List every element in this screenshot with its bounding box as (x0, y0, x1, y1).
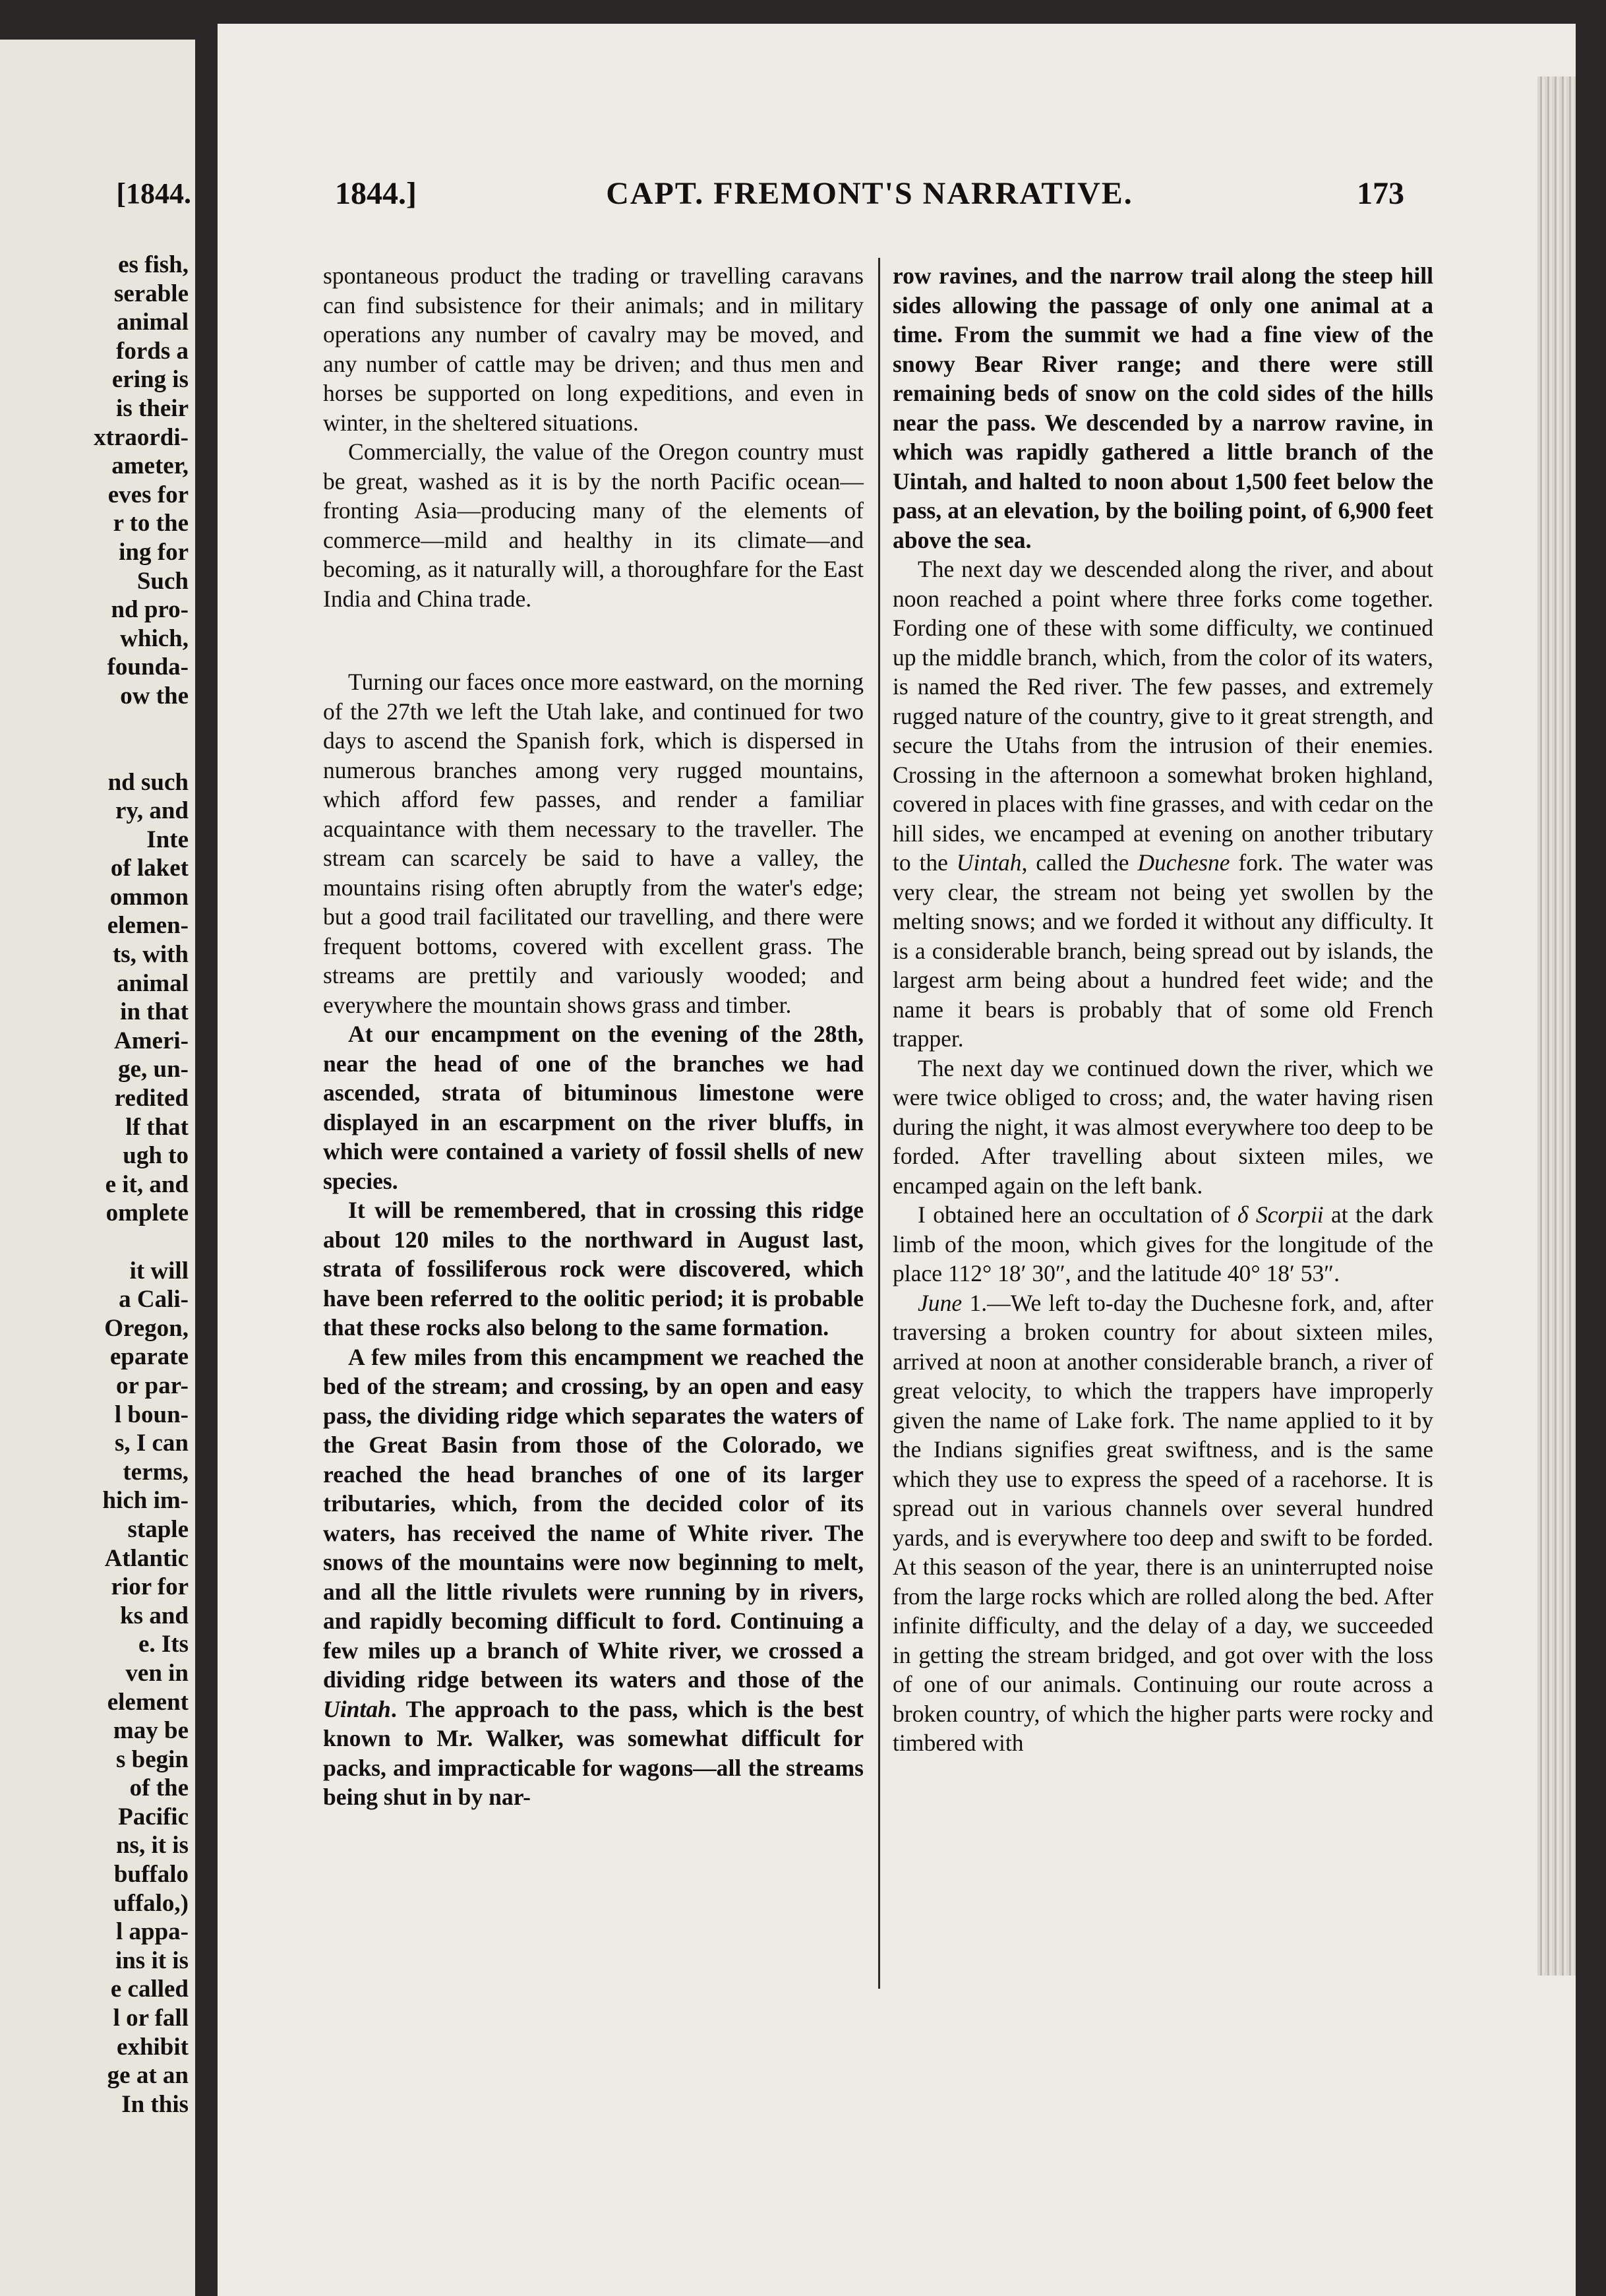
running-head (335, 175, 1404, 222)
paragraph (893, 1288, 1433, 1758)
facing-page-line: serable (113, 280, 189, 307)
text-run: . The approach to the pass, which is the best known to Mr. Walker, was somewhat difficult for packs, and impracticable for wagons—all the streams being shut in by nar- (323, 1695, 864, 1810)
facing-page-line: ing for (119, 538, 189, 566)
text-column-left (323, 261, 864, 1812)
facing-page-line: hich im- (102, 1487, 189, 1515)
page-edge (1537, 76, 1576, 1976)
column-divider (878, 258, 880, 1989)
facing-page-line: Oregon, (104, 1314, 189, 1342)
facing-page-line: ameter, (111, 452, 189, 480)
paragraph (323, 1343, 864, 1812)
paragraph (893, 555, 1433, 1054)
facing-page-line: omplete (105, 1199, 189, 1227)
facing-page-line: nd pro- (111, 596, 189, 624)
facing-page-line: a Cali- (119, 1286, 189, 1314)
facing-page-line: animal (117, 969, 189, 997)
text-run: The next day we descended along the river, and about noon reached a point where three forks come together. Fording one of these with some difficulty, we continued up the middle branch, which, from the color of its waters, is named the Red river. The few passes, and extremely rugged nature of the country, give to it great strength, and secure the Utahs from the intrusion of their enemies. Crossing in the afternoon a somewhat broken highland, covered in places with fine grasses, and with cedar on the hill sides, we encamped at evening on another tributary to the (893, 556, 1433, 876)
paragraph: At our encampment on the evening of the 28th, near the head of one of the branches we had ascended, strata of bituminous limestone were displayed in an escarpment on the river bluffs, in which were contained a variety of fossil shells of new species. (323, 1021, 864, 1194)
text-run: fork. The water was very clear, the stream not being yet swollen by the melting snows; and we forded it without any difficulty. It is a considerable branch, being spread out by islands, the largest arm being about a hundred feet wide; and the name it bears is probably that of some old French trapper. (893, 849, 1433, 1052)
facing-page-line: l appa- (115, 1918, 189, 1946)
facing-page-line: of the (129, 1774, 189, 1802)
italic-run: δ Scorpii (1237, 1201, 1324, 1228)
italic-run: Duchesne (1137, 849, 1230, 876)
text-run: 1.—We left to-day the Duchesne fork, and, after traversing a broken country for about sixteen miles, arrived at noon at another considerable branch, a river of great velocity, to which the trappers have improperly given the name of Lake fork. The name applied to it by the Indians signifies great swiftness, and is the same which they use to express the speed of a racehorse. It is spread out in various channels over several hundred yards, and is everywhere too deep and swift to be forded. At this season of the year, there is an uninterrupted noise from the large rocks which are rolled along the bed. After infinite difficulty, and the delay of a day, we succeeded in getting the stream bridged, and got over with the loss of one of our animals. Continuing our route across a broken country, of which the higher parts were rocky and timbered with (893, 1289, 1433, 1756)
facing-page-line: l or fall (113, 2005, 189, 2032)
paragraph: row ravines, and the narrow trail along the steep hill sides allowing the passage of only one animal at a time. From the summit we had a fine view of the snowy Bear River range; and there were still remaining beds of snow on the cold sides of the hills near the pass. We descended by a narrow ravine, in which was rapidly gathered a little branch of the Uintah, and halted to noon about 1,500 feet below the pass, at an elevation, by the boiling point, of 6,900 feet above the sea. (893, 262, 1433, 553)
facing-page-line: nd such (107, 768, 189, 796)
facing-page-line: xtraordi- (94, 423, 189, 451)
facing-page-line: staple (127, 1515, 189, 1543)
facing-page-line: ommon (109, 883, 189, 911)
text-run: , called the (1021, 849, 1138, 876)
facing-page-line: rior for (111, 1573, 189, 1601)
facing-page-line: In this (121, 2090, 189, 2118)
facing-page-gap (0, 711, 189, 768)
facing-page-line: e. Its (138, 1631, 189, 1658)
facing-page-line: ts, with (112, 941, 189, 969)
facing-page-line: ge, un- (118, 1056, 189, 1083)
facing-page-line: ering is (111, 366, 189, 394)
facing-page-line: eparate (109, 1343, 189, 1371)
facing-page-line: terms, (123, 1458, 189, 1486)
facing-page-line: in that (120, 998, 189, 1026)
text-run: I obtained here an occultation of (918, 1201, 1237, 1228)
facing-page-line: s begin (115, 1745, 189, 1773)
facing-page-line: it will (129, 1257, 189, 1284)
facing-page-line: Atlantic (104, 1544, 189, 1572)
facing-page-line: ow the (120, 682, 189, 710)
facing-page-line: ins it is (115, 1947, 189, 1974)
facing-page-line: Such (136, 567, 189, 595)
date-run: June (918, 1289, 963, 1316)
facing-page-line: ns, it is (115, 1832, 189, 1859)
facing-page-line: Pacific (118, 1803, 189, 1830)
facing-page-line: animal (117, 309, 189, 336)
facing-page-line: fords a (116, 337, 189, 365)
text-run: at the dark limb of the moon, which gives for the longitude of the place 112° 18′ 30″, and the latitude 40° 18′ 53″. (893, 1201, 1434, 1286)
paragraph: Commercially, the value of the Oregon country must be great, washed as it is by the north Pacific ocean—fronting Asia—producing many of the elements of commerce—mild and healthy in its climate—and becoming, as it naturally will, a thoroughfare for the East India and China trade. (323, 438, 864, 612)
facing-page-line (0, 1228, 189, 1257)
italic-run: Uintah (323, 1695, 391, 1722)
paragraph: Turning our faces once more eastward, on the morning of the 27th we left the Utah lake, and continued for two days to ascend the Spanish fork, which is dispersed in numerous branches among very rugged mountains, which afford few passes, and render a familiar acquaintance with them necessary to the traveller. The stream can scarcely be said to have a valley, the mountains rising often abruptly from the water's edge; but a good trail facilitated our travelling, and there were frequent bottoms, covered with excellent grass. The streams are prettily and variously wooded; and everywhere the mountain shows grass and timber. (323, 669, 864, 1018)
facing-page-text (0, 251, 189, 2119)
facing-page-line: Inte (146, 826, 189, 853)
facing-page-lines-top (0, 251, 189, 711)
paragraph: The next day we continued down the river, which we were twice obliged to cross; and, the water having risen during the night, it was almost everywhere too deep to be forded. After travelling about sixteen miles, we encamped again on the left bank. (893, 1054, 1433, 1199)
facing-page-line: ven in (125, 1659, 189, 1687)
facing-page-line: l boun- (114, 1401, 189, 1428)
facing-page-line: uffalo,) (113, 1889, 189, 1917)
facing-page-line: is their (116, 394, 189, 422)
facing-page-line: ge at an (107, 2062, 189, 2090)
header-year: 1844.] (335, 176, 417, 211)
facing-page-line: e it, and (105, 1170, 189, 1198)
paragraph (893, 1200, 1433, 1288)
facing-page-line: may be (113, 1717, 189, 1745)
facing-page-line: or par- (116, 1372, 189, 1399)
facing-page-line: ks and (120, 1602, 189, 1629)
facing-page-line: element (107, 1688, 189, 1716)
facing-page-line: es fish, (118, 251, 189, 278)
facing-page (0, 40, 195, 2296)
page-number: 173 (1357, 176, 1404, 211)
paragraph: spontaneous product the trading or travelling caravans can find subsistence for their animals; and in military operations any number of cavalry may be moved, and any number of cattle may be driven; and thus men and horses be supported on long expeditions, and even in winter, in the sheltered situations. (323, 262, 864, 436)
header-title: CAPT. FREMONT'S NARRATIVE. (606, 176, 1133, 211)
facing-page-lines-bottom (0, 768, 189, 2119)
facing-page-line: ry, and (115, 797, 189, 825)
facing-page-line: which, (120, 624, 189, 652)
facing-page-line: Ameri- (114, 1027, 189, 1054)
facing-page-line: exhibit (117, 2033, 189, 2061)
italic-run: Uintah (956, 849, 1022, 876)
facing-page-line: s, I can (114, 1430, 189, 1457)
facing-page-header: [1844. (116, 177, 191, 210)
facing-page-line: eves for (107, 481, 189, 508)
paragraph: It will be remembered, that in crossing this ridge about 120 miles to the northward in August last, strata of fossiliferous rock were discovered, which have been referred to the oolitic period; it is probable that these rocks also belong to the same formation. (323, 1197, 864, 1341)
facing-page-line: r to the (113, 510, 189, 537)
facing-page-line: lf that (125, 1113, 189, 1141)
text-column-right (893, 261, 1433, 1758)
facing-page-line: elemen- (107, 912, 189, 940)
facing-page-line: e called (110, 1976, 189, 2003)
facing-page-line: ugh to (123, 1142, 189, 1170)
text-run: A few miles from this encampment we reached the bed of the stream; and crossing, by an open and easy pass, the dividing ridge which separates the waters of the Great Basin from those of the Colorado, we reached the head branches of one of its larger tributaries, which, from the decided color of its waters, has received the name of White river. The snows of the mountains were now beginning to melt, and all the little rivulets were running by in rivers, and rapidly becoming difficult to ford. Continuing a few miles up a branch of White river, we crossed a dividing ridge between its waters and those of the (323, 1343, 864, 1693)
facing-page-line: buffalo (113, 1861, 189, 1888)
facing-page-line: founda- (107, 653, 189, 681)
book-page (218, 24, 1576, 2296)
facing-page-line: of laket (110, 855, 189, 882)
facing-page-line: redited (114, 1085, 189, 1112)
